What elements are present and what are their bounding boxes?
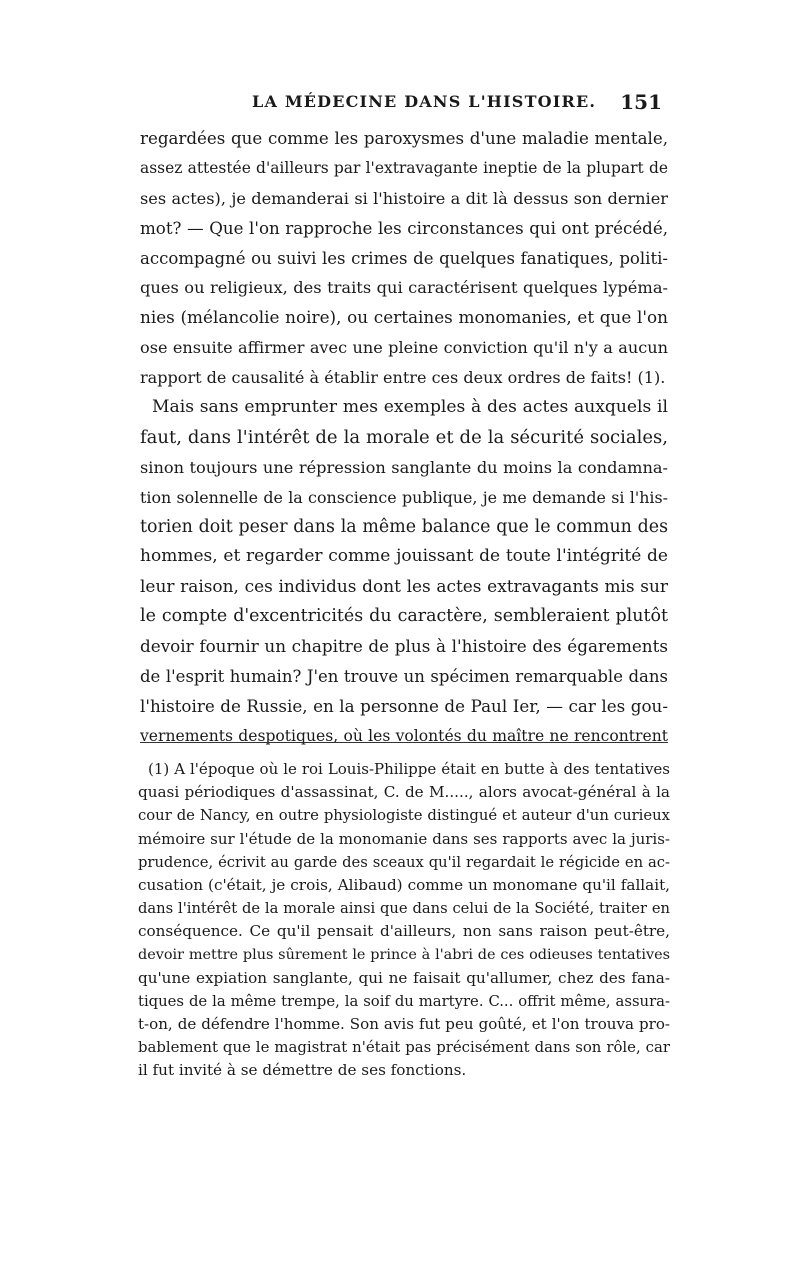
footnote-line: bablement que le magistrat n'était pas précisément dans son rôle, car <box>138 1038 670 1057</box>
text-line: faut, dans l'intérêt de la morale et de la sécurité sociales, <box>140 426 668 448</box>
page-header <box>140 92 662 122</box>
text-line: torien doit peser dans la même balance que le commun des <box>140 516 668 537</box>
text-line: le compte d'excentricités du caractère, sembleraient plutôt <box>140 606 668 627</box>
text-line: rapport de causalité à établir entre ces deux ordres de faits! (1). <box>140 368 666 388</box>
footnote-line: mémoire sur l'étude de la monomanie dans ses rapports avec la juris- <box>138 829 670 848</box>
text-line: mot? — Que l'on rapproche les circonstances qui ont précédé, <box>140 218 668 238</box>
text-line: ses actes), je demanderai si l'histoire a dit là dessus son dernier <box>140 188 668 208</box>
text-line: hommes, et regarder comme jouissant de toute l'intégrité de <box>140 546 668 567</box>
running-title: LA MÉDECINE DANS L'HISTOIRE. <box>252 92 597 111</box>
text-line: l'histoire de Russie, en la personne de Paul Ier, — car les gou- <box>140 695 668 716</box>
text-line: devoir fournir un chapitre de plus à l'histoire des égarements <box>140 636 668 657</box>
footnote-line: quasi périodiques d'assassinat, C. de M....., alors avocat-général à la <box>138 783 670 802</box>
text-line: regardées que comme les paroxysmes d'une maladie mentale, <box>140 129 668 148</box>
main-text <box>140 124 668 752</box>
text-line: assez attestée d'ailleurs par l'extravagante ineptie de la plupart de <box>140 158 668 177</box>
footnote-line: cusation (c'était, je crois, Alibaud) comme un monomane qu'il fallait, <box>138 875 670 894</box>
page-number: 151 <box>620 90 662 114</box>
text-line: vernements despotiques, où les volontés du maître ne rencontrent <box>140 726 668 745</box>
text-line: ques ou religieux, des traits qui caractérisent quelques lypéma- <box>140 278 668 298</box>
text-line: Mais sans emprunter mes exemples à des actes auxquels il <box>152 397 668 418</box>
footnote <box>138 758 670 1083</box>
footnote-line: conséquence. Ce qu'il pensait d'ailleurs, non sans raison peut-être, <box>138 922 670 941</box>
footnote-line: tiques de la même trempe, la soif du martyre. C... offrit même, assura- <box>138 992 670 1010</box>
footnote-line: t-on, de défendre l'homme. Son avis fut peu goûté, et l'on trouva pro- <box>138 1015 670 1034</box>
text-line: ose ensuite affirmer avec une pleine conviction qu'il n'y a aucun <box>140 338 668 358</box>
text-line: tion solennelle de la conscience publique, je me demande si l'his- <box>140 487 668 507</box>
footnote-line: cour de Nancy, en outre physiologiste distingué et auteur d'un curieux <box>138 807 670 825</box>
footnote-line: prudence, écrivit au garde des sceaux qu'il regardait le régicide en ac- <box>138 853 670 871</box>
footnote-line: il fut invité à se démettre de ses fonctions. <box>138 1061 467 1080</box>
footnote-line: devoir mettre plus sûrement le prince à l'abri de ces odieuses tentatives <box>138 946 670 963</box>
text-line: leur raison, ces individus dont les actes extravagants mis sur <box>140 576 668 597</box>
text-line: accompagné ou suivi les crimes de quelques fanatiques, politi- <box>140 248 668 268</box>
footnote-separator <box>140 742 668 743</box>
text-line: sinon toujours une répression sanglante du moins la condamna- <box>140 457 668 477</box>
text-line: nies (mélancolie noire), ou certaines monomanies, et que l'on <box>140 307 668 328</box>
footnote-line: qu'une expiation sanglante, qui ne faisait qu'allumer, chez des fana- <box>138 968 670 987</box>
footnote-line: (1) A l'époque où le roi Louis-Philippe était en butte à des tentatives <box>148 760 670 778</box>
text-line: de l'esprit humain? J'en trouve un spécimen remarquable dans <box>140 667 668 687</box>
footnote-line: dans l'intérêt de la morale ainsi que dans celui de la Société, traiter en <box>138 900 670 918</box>
